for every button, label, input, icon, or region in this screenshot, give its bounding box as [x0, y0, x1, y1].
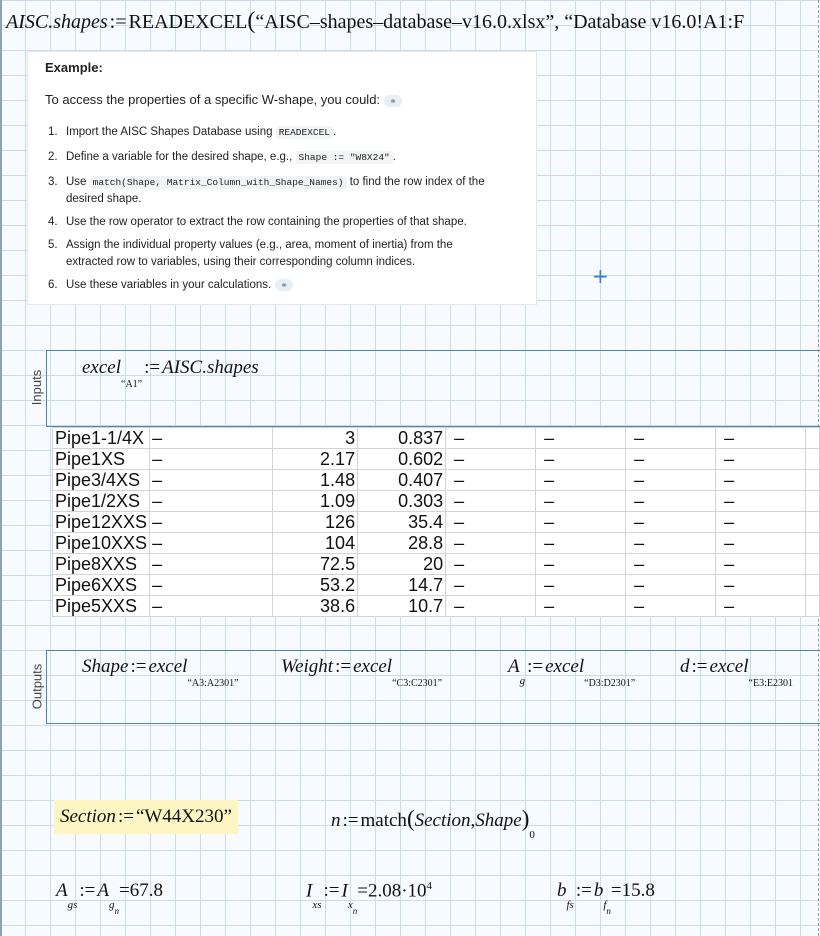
area-cell[interactable]: 0.407 [358, 470, 446, 491]
dash-cell[interactable]: – [150, 512, 273, 533]
step-number: 2. [48, 151, 58, 163]
ixs-result[interactable] [306, 880, 433, 917]
weight-rhs: excel [353, 656, 393, 677]
table-row[interactable] [53, 512, 820, 533]
readexcel-formula[interactable] [6, 8, 744, 35]
step-code: Shape := "W8X24" [296, 151, 393, 164]
assign-operator: := [575, 880, 592, 901]
ag-var-subscript: g [519, 675, 526, 687]
bf-ref-sub-n: n [606, 906, 611, 916]
example-step [48, 214, 523, 231]
ags-value: 67.8 [129, 880, 163, 901]
dash-cell[interactable]: – [536, 470, 626, 491]
ag-range: “D3:D2301” [584, 678, 636, 689]
assign-operator: := [342, 810, 359, 831]
assign-operator: := [79, 880, 96, 901]
excel-var: excel [82, 357, 122, 378]
area-cell[interactable]: 0.837 [358, 428, 446, 449]
area-cell[interactable]: 20 [358, 554, 446, 575]
outputs-region-tab[interactable] [28, 650, 46, 722]
dash-cell[interactable]: – [150, 428, 273, 449]
dash-cell[interactable]: – [716, 428, 806, 449]
dash-cell[interactable]: – [626, 575, 716, 596]
step-text: Import the AISC Shapes Database using [66, 126, 273, 138]
dash-cell[interactable]: – [150, 491, 273, 512]
dash-cell[interactable]: – [150, 596, 273, 617]
outputs-region-label: Outputs [29, 663, 45, 709]
area-cell[interactable]: 28.8 [358, 533, 446, 554]
dash-cell[interactable]: – [446, 449, 536, 470]
ixs-mantissa: 2.08 [367, 880, 402, 902]
shape-name-cell[interactable]: Pipe1-1/4X [53, 428, 150, 449]
dash-cell[interactable]: – [536, 428, 626, 449]
weight-cell[interactable]: 72.5 [272, 554, 357, 575]
ag-ref: A [97, 880, 109, 901]
dash-cell[interactable]: – [150, 470, 273, 491]
bf-ref: b [593, 880, 604, 901]
step-text: Use [66, 176, 87, 188]
dash-cell[interactable]: – [446, 554, 536, 575]
shape-name-cell[interactable]: Pipe1XS [53, 449, 150, 470]
bfs-result[interactable] [557, 880, 655, 916]
formula-lhs: AISC.shapes [6, 11, 108, 33]
ix-ref-subscript [347, 899, 358, 917]
dash-cell[interactable]: – [536, 575, 626, 596]
bf-ref-sub-f: f [603, 899, 607, 911]
insertion-cursor-icon[interactable]: + [592, 264, 609, 288]
shape-var: Shape [82, 656, 129, 677]
inputs-region-label: Inputs [29, 369, 45, 406]
excel-value: AISC.shapes [162, 357, 259, 378]
n-var: n [331, 810, 341, 831]
table-row[interactable] [53, 470, 820, 491]
d-rhs: excel [709, 656, 749, 677]
example-step [48, 149, 523, 166]
open-paren: ( [247, 8, 256, 34]
shape-name-cell[interactable]: Pipe6XXS [53, 575, 150, 596]
dash-cell[interactable]: – [446, 596, 536, 617]
shape-assignment[interactable] [82, 656, 239, 689]
dash-cell[interactable]: – [446, 575, 536, 596]
shape-name-cell[interactable]: Pipe5XXS [53, 596, 150, 617]
step-text: Assign the individual property values (e.g., area, moment of inertia) from the [66, 239, 453, 251]
step-text-continued: extracted row to variables, using their corresponding column indices. [66, 256, 416, 268]
ixs-subscript: xs [312, 899, 322, 912]
dash-cell[interactable]: – [626, 491, 716, 512]
table-row[interactable] [53, 554, 820, 575]
ix-ref-sub-x: x [347, 899, 353, 912]
dash-cell[interactable]: – [536, 554, 626, 575]
shape-name-cell[interactable]: Pipe10XXS [53, 533, 150, 554]
match-function: match [360, 810, 407, 831]
assign-operator: := [117, 806, 134, 827]
overflow-cell[interactable] [806, 512, 820, 533]
table-row[interactable] [53, 428, 820, 449]
dash-cell[interactable]: – [446, 533, 536, 554]
dash-cell[interactable]: – [626, 449, 716, 470]
dash-cell[interactable]: – [716, 554, 806, 575]
dash-cell[interactable]: – [536, 596, 626, 617]
section-value: “W44X230” [135, 806, 232, 827]
table-row[interactable] [53, 575, 820, 596]
inputs-region-tab[interactable] [28, 350, 46, 425]
dash-cell[interactable]: – [716, 575, 806, 596]
close-paren: ) [521, 806, 530, 831]
link-icon[interactable]: ⚭ [275, 279, 293, 291]
step-text-after: to find the row index of the [349, 176, 485, 188]
file-name-arg: “AISC–shapes–database–v16.0.xlsx” [255, 11, 555, 33]
dash-cell[interactable]: – [150, 449, 273, 470]
example-intro-text: To access the properties of a specific W-shape, you could: [45, 92, 381, 107]
step-text-continued: desired shape. [66, 193, 142, 205]
overflow-cell[interactable] [806, 596, 820, 617]
dash-cell[interactable]: – [716, 533, 806, 554]
arg-separator: , [470, 810, 476, 831]
ixs-var: I [306, 880, 313, 902]
overflow-cell[interactable] [806, 554, 820, 575]
bfs-subscript: fs [566, 899, 574, 911]
excel-subscript: “A1” [121, 379, 143, 390]
ixs-exponent: 4 [426, 880, 433, 892]
ags-var: A [56, 880, 68, 901]
example-step [48, 174, 523, 208]
assign-operator: := [323, 880, 340, 902]
section-var: Section [60, 806, 116, 827]
example-intro [45, 92, 402, 107]
area-cell[interactable]: 0.602 [358, 449, 446, 470]
area-cell[interactable]: 0.303 [358, 491, 446, 512]
shape-name-cell[interactable]: Pipe1/2XS [53, 491, 150, 512]
dash-cell[interactable]: – [536, 512, 626, 533]
bfs-value: 15.8 [621, 880, 655, 901]
dash-cell[interactable]: – [626, 428, 716, 449]
match-equation[interactable] [331, 806, 535, 841]
step-text: Define a variable for the desired shape, e.g., [66, 151, 293, 163]
step-code: READEXCEL [276, 126, 333, 139]
dash-cell[interactable]: – [150, 533, 273, 554]
example-note-card[interactable] [28, 52, 536, 304]
ags-result[interactable] [56, 880, 163, 916]
dash-cell[interactable]: – [150, 575, 273, 596]
dash-cell[interactable]: – [626, 554, 716, 575]
weight-var: Weight [281, 656, 334, 677]
step-text: Use the row operator to extract the row containing the properties of that shape. [66, 216, 467, 228]
section-input[interactable] [54, 800, 238, 834]
match-index: 0 [529, 829, 535, 841]
shape-range: “A3:A2301” [187, 678, 239, 689]
overflow-cell[interactable] [806, 470, 820, 491]
dash-cell[interactable]: – [626, 596, 716, 617]
weight-cell[interactable]: 104 [272, 533, 357, 554]
ixs-base: 10 [407, 880, 427, 902]
equals-sign: = [357, 880, 368, 902]
d-var: d [680, 656, 690, 677]
ix-ref-sub-n: n [352, 906, 358, 917]
weight-assignment[interactable] [281, 656, 443, 689]
range-arg: “Database v16.0!A1:F [564, 11, 745, 33]
dash-cell[interactable]: – [536, 533, 626, 554]
ag-ref-sub-g: g [109, 899, 115, 911]
dash-cell[interactable]: – [446, 428, 536, 449]
table-row[interactable] [53, 533, 820, 554]
link-icon[interactable]: ⚭ [384, 95, 402, 107]
shapes-data-table[interactable] [52, 427, 820, 617]
open-paren: ( [406, 806, 415, 831]
weight-cell[interactable]: 2.17 [272, 449, 357, 470]
weight-cell[interactable]: 126 [272, 512, 357, 533]
worksheet-left-border [0, 0, 2, 936]
example-heading: Example: [45, 60, 103, 75]
ag-ref-sub-n: n [114, 906, 119, 916]
dash-cell[interactable]: – [716, 449, 806, 470]
dash-cell[interactable]: – [716, 596, 806, 617]
arg-separator: , [554, 11, 565, 33]
example-step [48, 124, 523, 141]
ag-ref-subscript [109, 899, 119, 916]
area-cell[interactable]: 35.4 [358, 512, 446, 533]
match-arg-section: Section [414, 810, 471, 831]
step-number: 4. [48, 216, 58, 228]
excel-assignment[interactable] [82, 357, 259, 390]
assign-operator: := [527, 656, 544, 677]
step-code: match(Shape, Matrix_Column_with_Shape_Names) [90, 176, 347, 189]
step-number: 6. [48, 279, 58, 291]
table-row[interactable] [53, 449, 820, 470]
overflow-cell[interactable] [806, 533, 820, 554]
weight-cell[interactable]: 1.48 [272, 470, 357, 491]
ags-subscript: gs [67, 899, 78, 911]
overflow-cell[interactable] [806, 449, 820, 470]
shape-name-cell[interactable]: Pipe12XXS [53, 512, 150, 533]
assign-operator: := [130, 656, 147, 677]
assign-operator: := [691, 656, 708, 677]
area-cell[interactable]: 14.7 [358, 575, 446, 596]
step-number: 5. [48, 239, 58, 251]
multiply-dot: · [401, 880, 408, 902]
table-row[interactable] [53, 596, 820, 617]
step-text-after: . [392, 151, 396, 163]
function-name: READEXCEL [128, 11, 248, 33]
dash-cell[interactable]: – [536, 449, 626, 470]
table-row[interactable] [53, 491, 820, 512]
dash-cell[interactable]: – [446, 512, 536, 533]
area-cell[interactable]: 10.7 [358, 596, 446, 617]
weight-cell[interactable]: 1.09 [272, 491, 357, 512]
assign-operator: := [109, 11, 127, 33]
bfs-var: b [557, 880, 567, 901]
dash-cell[interactable]: – [626, 533, 716, 554]
overflow-cell[interactable] [806, 428, 820, 449]
dash-cell[interactable]: – [716, 470, 806, 491]
weight-cell[interactable]: 3 [272, 428, 357, 449]
weight-cell[interactable]: 53.2 [272, 575, 357, 596]
step-number: 3. [48, 176, 58, 188]
example-step [48, 237, 523, 271]
bf-ref-subscript [603, 899, 611, 916]
example-step [48, 277, 523, 294]
dash-cell[interactable]: – [716, 512, 806, 533]
equals-sign: = [119, 880, 130, 901]
d-assignment[interactable] [680, 656, 793, 689]
dash-cell[interactable]: – [446, 470, 536, 491]
dash-cell[interactable]: – [626, 512, 716, 533]
dash-cell[interactable]: – [446, 491, 536, 512]
shape-rhs: excel [148, 656, 188, 677]
ag-var: A [508, 656, 520, 677]
shape-name-cell[interactable]: Pipe8XXS [53, 554, 150, 575]
d-range: “E3:E2301 [748, 678, 793, 689]
ix-ref: I [341, 880, 348, 902]
dash-cell[interactable]: – [716, 491, 806, 512]
assign-operator: := [144, 357, 161, 378]
shape-name-cell[interactable]: Pipe3/4XS [53, 470, 150, 491]
dash-cell[interactable]: – [626, 470, 716, 491]
overflow-cell[interactable] [806, 575, 820, 596]
ag-assignment[interactable] [508, 656, 636, 689]
step-text: Use these variables in your calculations. [66, 279, 272, 291]
step-number: 1. [48, 126, 58, 138]
dash-cell[interactable]: – [536, 491, 626, 512]
weight-range: “C3:C2301” [392, 678, 443, 689]
equals-sign: = [610, 880, 622, 901]
overflow-cell[interactable] [806, 491, 820, 512]
match-arg-shape: Shape [475, 810, 522, 831]
step-text-after: . [333, 126, 337, 138]
ag-rhs: excel [545, 656, 585, 677]
assign-operator: := [335, 656, 352, 677]
dash-cell[interactable]: – [150, 554, 273, 575]
weight-cell[interactable]: 38.6 [272, 596, 357, 617]
